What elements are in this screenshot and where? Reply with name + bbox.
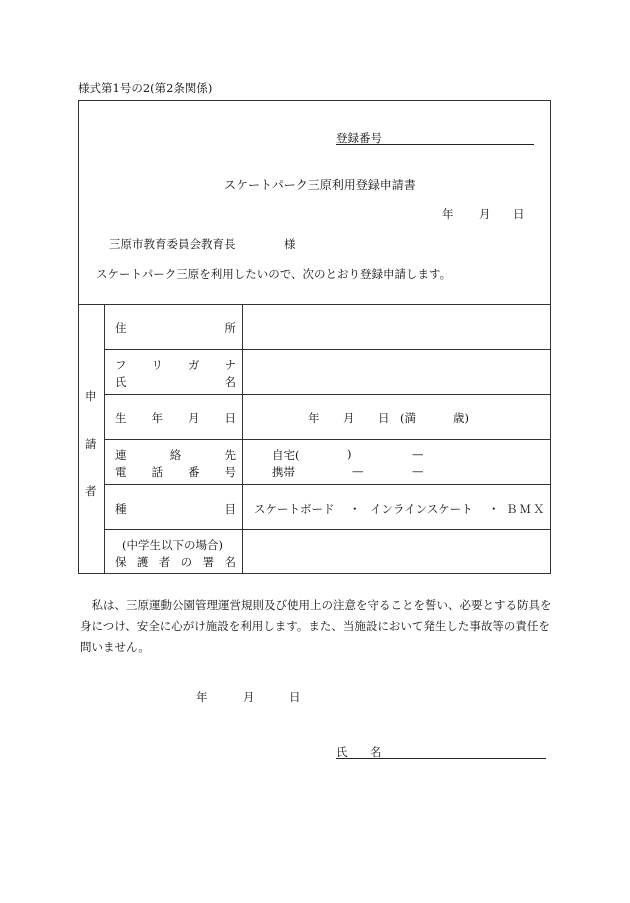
guardian-signature-input[interactable] (244, 531, 548, 571)
birth-day: 日 (378, 411, 390, 425)
option-separator-2: ・ (488, 502, 500, 516)
option-bmx[interactable]: ＢＭＸ (506, 502, 547, 516)
signature-shi: 氏 (336, 745, 348, 759)
date-month: 月 (479, 207, 491, 221)
label-furigana: フ リ ガ ナ (115, 358, 236, 372)
label-category: 種 目 (115, 502, 236, 516)
registration-number-label: 登録番号 (336, 131, 382, 145)
intro-text: スケートパーク三原を利用したいので、次のとおり登録申請します。 (96, 267, 452, 281)
applicant-label-1: 申 (85, 389, 97, 403)
option-inline-skate[interactable]: インラインスケート (370, 502, 473, 516)
registration-number-field[interactable] (336, 130, 534, 145)
label-contact: 連 絡 先 (115, 448, 236, 462)
label-phone: 電 話 番 号 (115, 465, 236, 479)
applicant-label-3: 者 (85, 484, 97, 498)
label-address: 住 所 (115, 321, 236, 335)
signature-mei: 名 (370, 745, 382, 759)
sign-day: 日 (289, 690, 301, 704)
application-form (78, 100, 551, 574)
label-guardian-signature: 保 護 者 の 署 名 (115, 555, 236, 569)
addressee-name: 三原市教育委員会教育長 (109, 237, 236, 251)
signature-field[interactable] (336, 744, 546, 759)
home-phone-label: 自宅( (272, 448, 300, 462)
age-open: (満 (400, 411, 416, 425)
declaration-text: 私は、三原運動公園管理運営規則及び使用上の注意を守ることを誓い、必要とする防具を身につけ、安全に心がけ施設を利用します。また、当施設において発生した事故等の責任を問いません。 (80, 598, 552, 654)
option-skateboard[interactable]: スケートボード (254, 502, 335, 516)
home-phone-dash: — (412, 447, 424, 461)
age-close: 歳) (453, 411, 469, 425)
sign-year: 年 (196, 690, 208, 704)
addressee-honorific: 様 (284, 237, 296, 251)
mobile-dash-2: — (412, 464, 424, 478)
mobile-dash-1: — (352, 464, 364, 478)
form-title: スケートパーク三原利用登録申請書 (224, 178, 416, 192)
label-name: 氏 名 (115, 375, 236, 389)
date-year: 年 (442, 207, 454, 221)
form-number: 様式第1号の2(第2条関係) (78, 81, 213, 95)
name-input[interactable] (244, 351, 548, 393)
applicant-label-2: 請 (85, 437, 97, 451)
label-birthdate: 生 年 月 日 (115, 411, 236, 425)
label-guardian-note: (中学生以下の場合) (122, 538, 223, 552)
sign-month: 月 (243, 690, 255, 704)
option-separator-1: ・ (349, 502, 361, 516)
date-day: 日 (513, 207, 525, 221)
address-input[interactable] (244, 306, 548, 348)
birth-year: 年 (308, 411, 320, 425)
mobile-phone-label: 携帯 (272, 465, 295, 479)
birth-month: 月 (343, 411, 355, 425)
home-phone-close: ) (347, 447, 352, 461)
